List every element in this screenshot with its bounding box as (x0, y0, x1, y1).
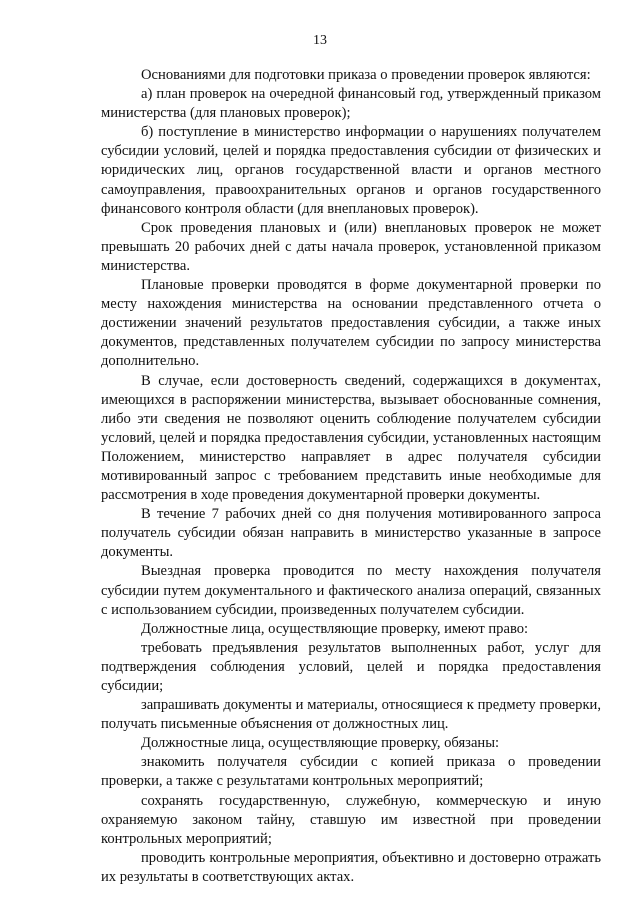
document-body (101, 66, 601, 887)
paragraph-request-deadline: В течение 7 рабочих дней со дня получения мотивированного запроса получатель субсидии обязан направить в министерство указанные в запросе документы. (101, 506, 601, 561)
paragraph-item-a: а) план проверок на очередной финансовый год, утвержденный приказом министерства (для плановых проверок); (101, 86, 601, 122)
paragraph-item-b: б) поступление в министерство информации о нарушениях получателем субсидии условий, целей и порядка предоставления субсидии от физических и юридических лиц, органов государственной власти и органов местного самоуправления, правоохранительных органов и органов государственного финансового контроля области (для внеплановых проверок). (101, 124, 601, 217)
paragraph-grounds: Основаниями для подготовки приказа о проведении проверок являются: (141, 67, 591, 83)
paragraph-inspection-term: Срок проведения плановых и (или) внеплановых проверок не может превышать 20 рабочих дней с даты начала проверок, установленной приказом министерства. (101, 219, 601, 274)
paragraph-reliability-doubts: В случае, если достоверность сведений, содержащихся в документах, имеющихся в распоряжении министерства, вызывает обоснованные сомнения, либо эти сведения не позволяют оценить соблюдение получателем субсидии условий, целей и порядка предоставления субсидии, установленных настоящим Положением, министерство направляет в адрес получателя субсидии мотивированный запрос с требованием представить иные необходимые для рассмотрения в ходе проведения документарной проверки документы. (101, 372, 601, 504)
paragraph-right-request-documents: запрашивать документы и материалы, относящиеся к предмету проверки, получать письменные объяснения от должностных лиц. (101, 697, 601, 733)
paragraph-duty-keep-secret: сохранять государственную, служебную, коммерческую и иную охраняемую законом тайну, ставшую им известной при проведении контрольных мероприятий; (101, 792, 601, 847)
paragraph-right-demand-results: требовать предъявления результатов выполненных работ, услуг для подтверждения соблюдения условий, целей и порядка предоставления субсидии; (101, 639, 601, 694)
paragraph-duty-conduct-objectively: проводить контрольные мероприятия, объективно и достоверно отражать их результаты в соответствующих актах. (101, 849, 601, 885)
paragraph-onsite-inspection: Выездная проверка проводится по месту нахождения получателя субсидии путем документального и фактического анализа операций, связанных с использованием субсидии, произведенных получателем субсидии. (101, 563, 601, 618)
paragraph-duties-heading: Должностные лица, осуществляющие проверку, обязаны: (141, 735, 500, 752)
paragraph-rights-heading: Должностные лица, осуществляющие проверку, имеют право: (141, 620, 529, 637)
page-number: 13 (313, 33, 327, 48)
paragraph-planned-inspections: Плановые проверки проводятся в форме документарной проверки по месту нахождения министерства на основании представленного отчета о достижении значений результатов предоставления субсидии, а также иных документов, представленных получателем субсидии по запросу министерства дополнительно. (101, 277, 601, 370)
paragraph-duty-familiarize: знакомить получателя субсидии с копией приказа о проведении проверки, а также с результатами контрольных мероприятий; (101, 754, 601, 790)
